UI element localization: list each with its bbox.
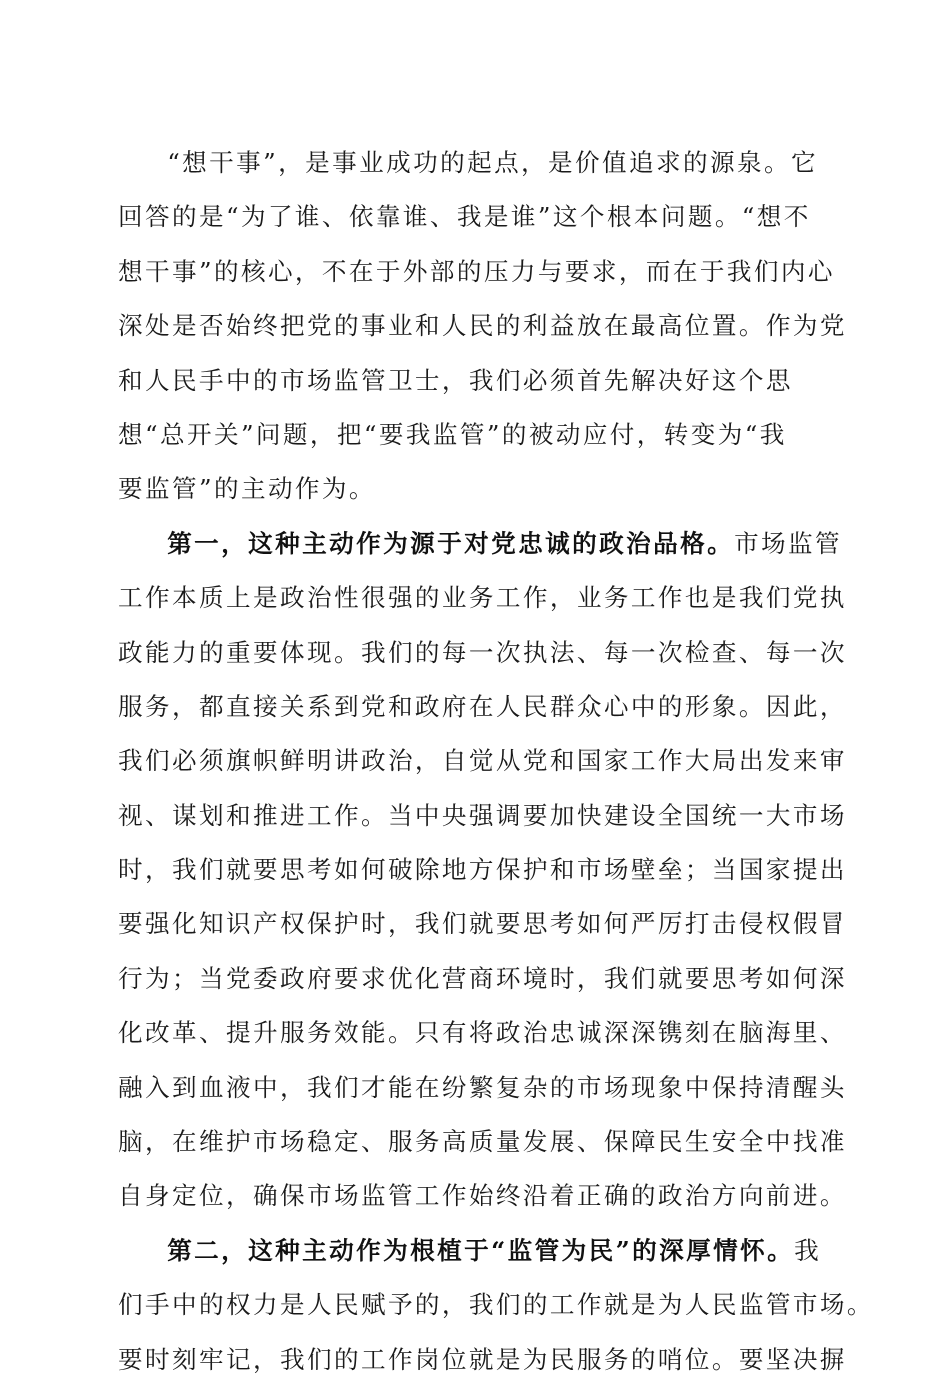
text-line: “想干事”，是事业成功的起点，是价值追求的源泉。它 — [167, 148, 818, 177]
text-line — [118, 1224, 830, 1278]
text-line: 工作本质上是政治性很强的业务工作，业务工作也是我们党执 — [118, 583, 847, 613]
paragraph-intro — [118, 136, 847, 517]
text-line: 我们必须旗帜鲜明讲政治，自觉从党和国家工作大局出发来审 — [118, 746, 847, 776]
paragraph-first-point — [118, 517, 847, 1224]
document-body — [118, 136, 874, 1387]
heading-line-rest: 市场监管 — [734, 528, 843, 558]
section-heading-first: 第一，这种主动作为源于对党忠诚的政治品格。 — [167, 528, 735, 558]
text-line: 政能力的重要体现。我们的每一次执法、每一次检查、每一次 — [118, 637, 847, 667]
text-line: 化改革、提升服务效能。只有将政治忠诚深深镌刻在脑海里、 — [118, 1018, 847, 1048]
text-line: 行为；当党委政府要求优化营商环境时，我们就要思考如何深 — [118, 963, 847, 993]
text-line: 想“总开关”问题，把“要我监管”的被动应付，转变为“我 — [118, 419, 787, 449]
text-line: 自身定位，确保市场监管工作始终沿着正确的政治方向前进。 — [118, 1181, 847, 1211]
text-line: 深处是否始终把党的事业和人民的利益放在最高位置。作为党 — [118, 311, 847, 341]
text-line: 服务，都直接关系到党和政府在人民群众心中的形象。因此， — [118, 691, 847, 721]
text-line: 融入到血液中，我们才能在纷繁复杂的市场现象中保持清醒头 — [118, 1072, 847, 1102]
text-line: 视、谋划和推进工作。当中央强调要加快建设全国统一大市场 — [118, 800, 847, 830]
text-line: 要强化知识产权保护时，我们就要思考如何严厉打击侵权假冒 — [118, 909, 847, 939]
heading-line-rest: 我 — [794, 1235, 822, 1265]
text-line: 要监管”的主动作为。 — [118, 474, 376, 504]
text-line: 回答的是“为了谁、依靠谁、我是谁”这个根本问题。“想不 — [118, 202, 811, 232]
text-line: 要时刻牢记，我们的工作岗位就是为民服务的哨位。要坚决摒 — [118, 1344, 847, 1374]
paragraph-second-point — [118, 1224, 874, 1387]
section-heading-second: 第二，这种主动作为根植于“监管为民”的深厚情怀。 — [167, 1235, 795, 1265]
text-line: 和人民手中的市场监管卫士，我们必须首先解决好这个思 — [118, 365, 793, 395]
text-line: 时，我们就要思考如何破除地方保护和市场壁垒；当国家提出 — [118, 855, 847, 885]
text-line: 想干事”的核心，不在于外部的压力与要求，而在于我们内心 — [118, 256, 835, 286]
text-line: 们手中的权力是人民赋予的，我们的工作就是为人民监管市场。 — [118, 1290, 874, 1320]
text-line: 脑，在维护市场稳定、服务高质量发展、保障民生安全中找准 — [118, 1127, 847, 1157]
text-line — [118, 517, 843, 571]
